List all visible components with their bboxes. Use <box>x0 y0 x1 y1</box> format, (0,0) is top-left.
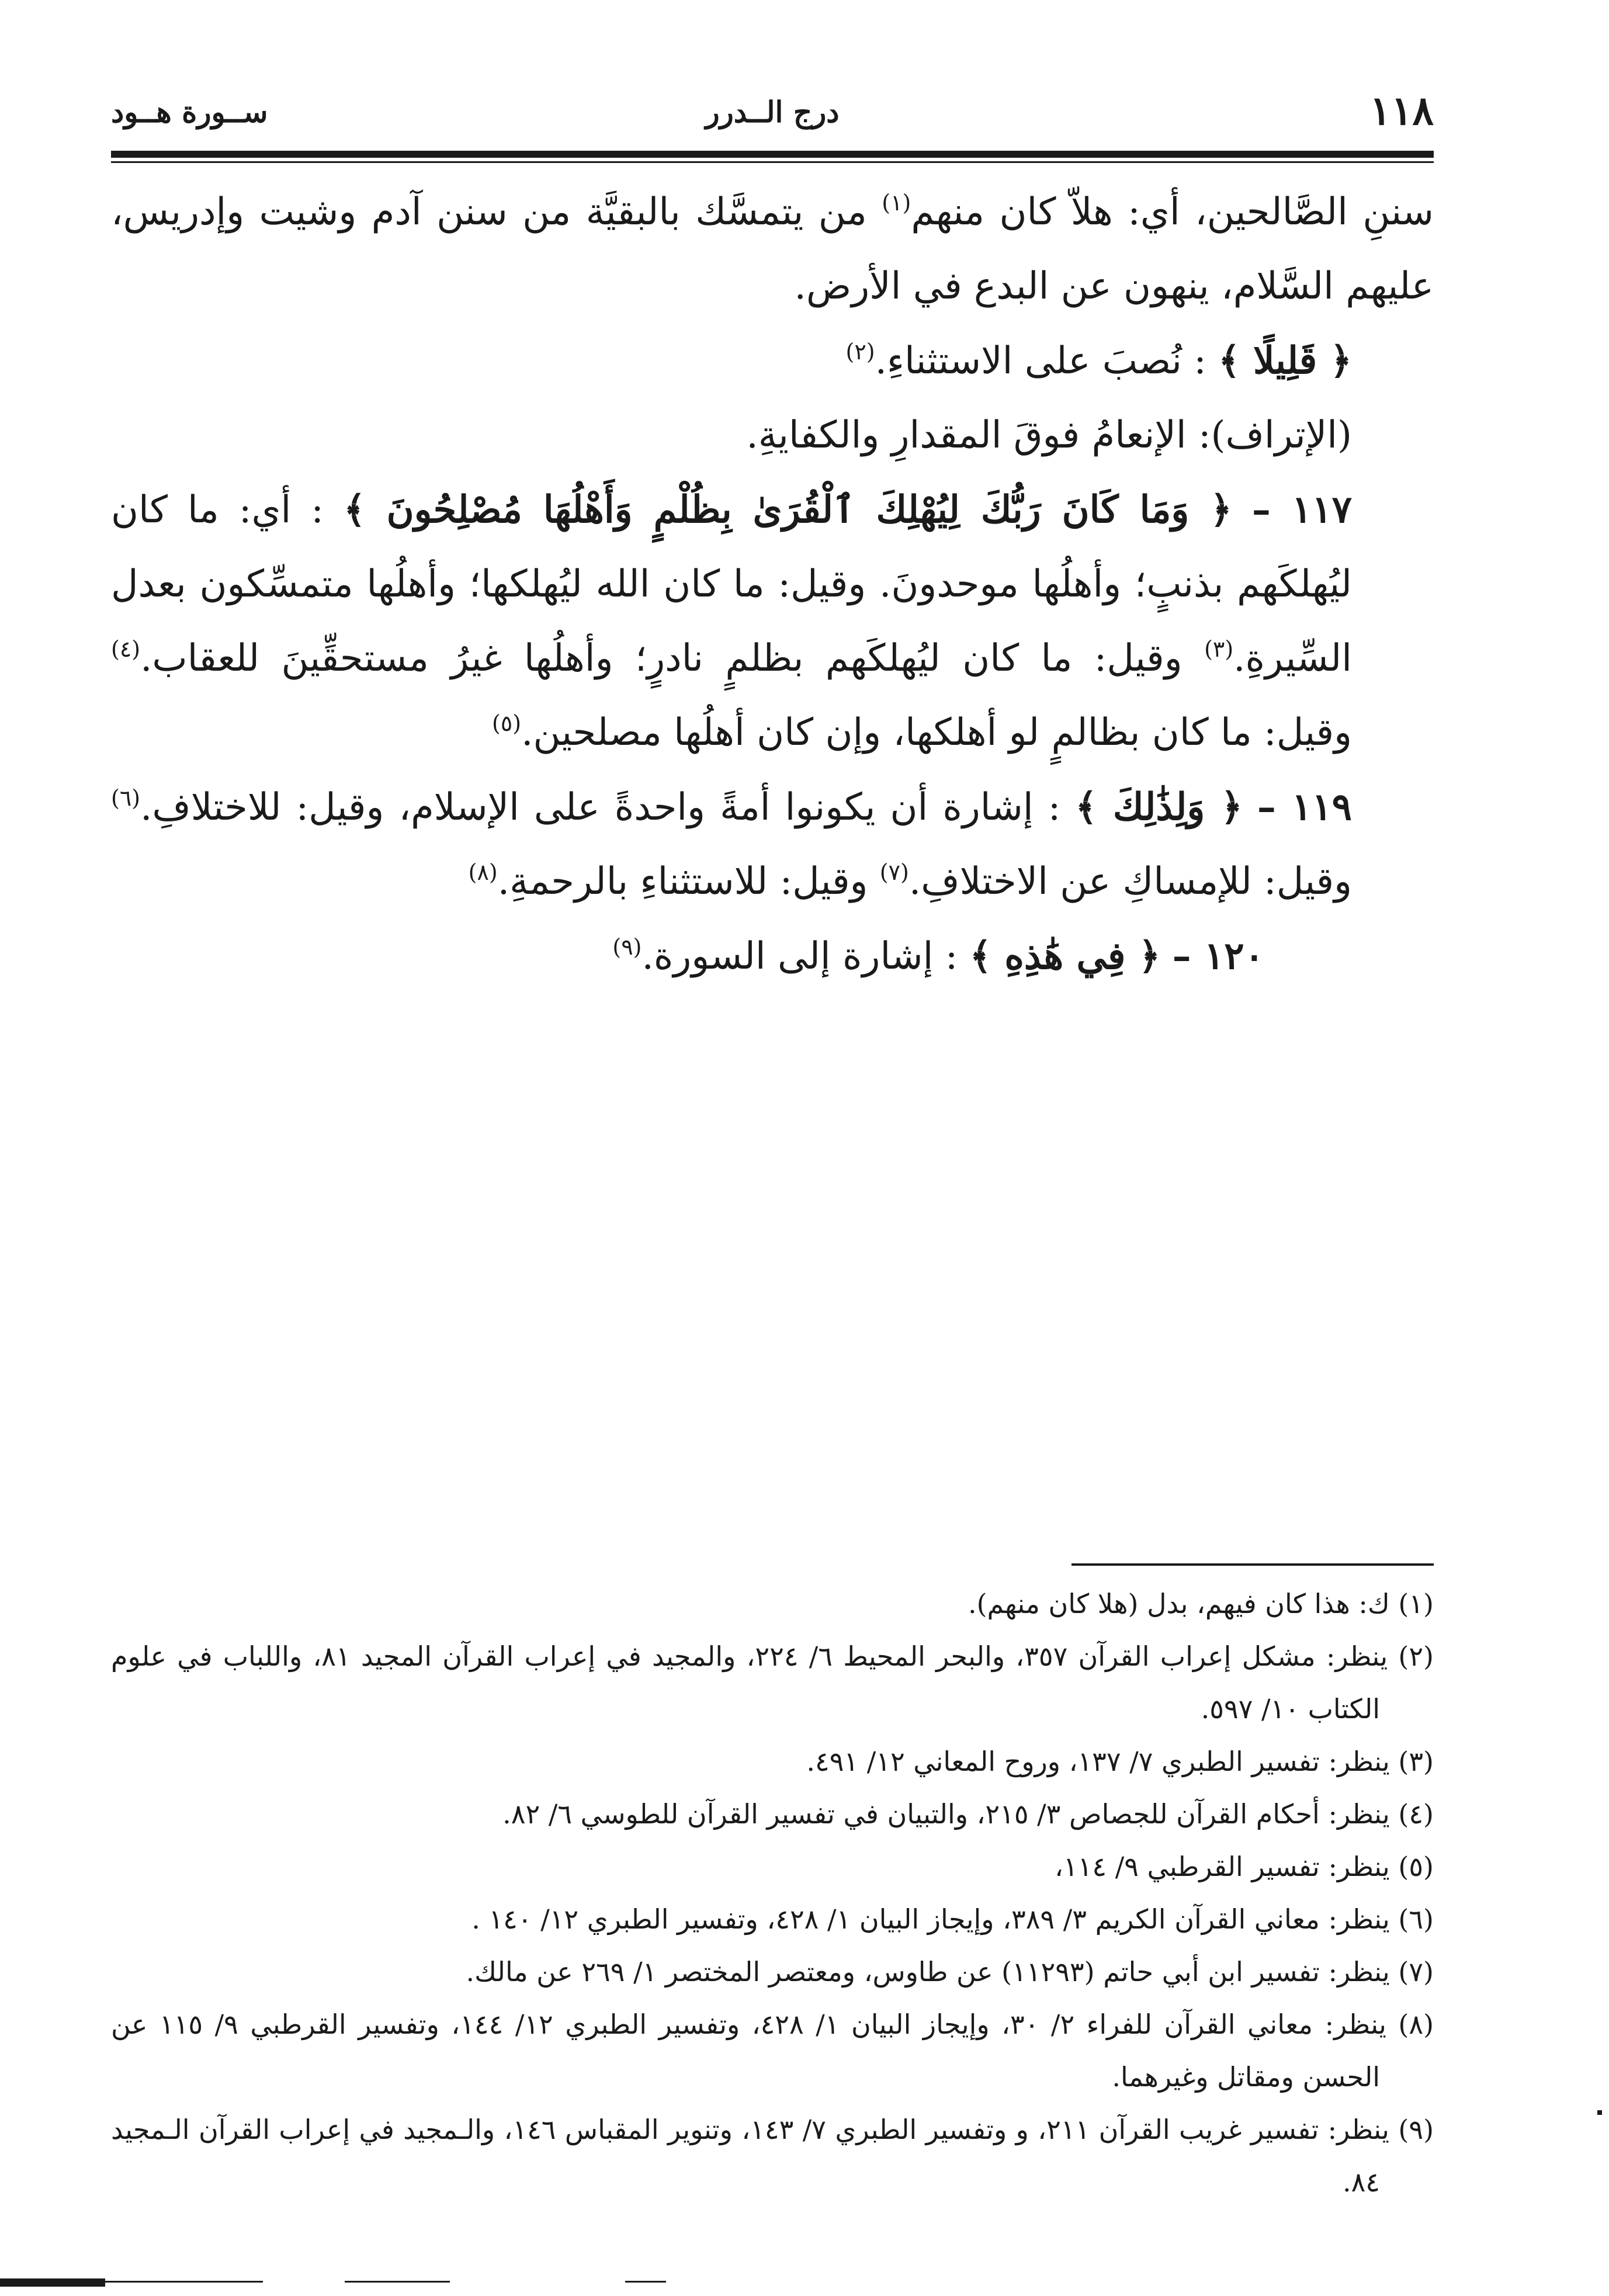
paragraph-1 <box>111 175 1434 324</box>
chapter-title: ســورة هــود <box>111 95 268 129</box>
text-run: وقيل: للاستثناءِ بالرحمةِ. <box>497 860 868 903</box>
header-rule-thick <box>111 151 1434 158</box>
footnote-item: (٦) ينظر: معاني القرآن الكريم ٣/ ٣٨٩، وإيجاز البيان ١/ ٤٢٨، وتفسير الطبري ١٢/ ١٤٠ . <box>471 1903 1434 1935</box>
footnote-separator <box>1071 1563 1434 1566</box>
footnote-item: (٤) ينظر: أحكام القرآن للجصاص ٣/ ٢١٥، والتبيان في تفسير القرآن للطوسي ٦/ ٨٢. <box>502 1798 1434 1830</box>
scan-artifact <box>1597 2110 1602 2115</box>
header-rule-thin <box>111 161 1434 163</box>
footnote-item: (٢) ينظر: مشكل إعراب القرآن ٣٥٧، والبحر المحيط ٦/ ٢٢٤، والمجيد في إعراب القرآن المجيد ٨١، واللباب في علوم الكتاب ١٠/ ٥٩٧. <box>111 1641 1434 1725</box>
footnote-ref: (٧) <box>879 859 909 885</box>
footnote-item: (٣) ينظر: تفسير الطبري ٧/ ١٣٧، وروح المعاني ١٢/ ٤٩١. <box>806 1746 1434 1777</box>
footnote-ref: (٣) <box>1204 636 1234 662</box>
footnote-ref: (٤) <box>111 636 141 662</box>
paragraph-5 <box>111 770 1434 919</box>
paragraph-6 <box>111 919 1434 994</box>
book-title: درج الــدرر <box>705 95 840 129</box>
paragraph-4 <box>111 473 1434 770</box>
text-run: من يتمسَّك بالبقيَّة من سنن آدم وشيت وإدريس، عليهم السَّلام، ينهون عن البدع في الأرض. <box>111 190 1434 308</box>
text-run: : أي: ما كان ليُهلكَهم بذنبٍ؛ وأهلُها موحدونَ. وقيل: ما كان الله ليُهلكها؛ وأهلُها متمسِّكون بعدل السِّيرةِ. <box>111 488 1353 680</box>
paragraph-2 <box>111 324 1434 398</box>
footnote-ref: (٥) <box>492 710 522 736</box>
quran-verse: ﴿ وَلِذَٰلِكَ ﴾ <box>1075 785 1243 829</box>
footnotes <box>111 1577 1434 2208</box>
footnote-ref: (٦) <box>111 785 141 811</box>
scan-artifact <box>105 2281 263 2283</box>
text-run: وقيل: ما كان ليُهلكَهم بظلمٍ نادرٍ؛ وأهلُها غيرُ مستحقِّينَ للعقاب. <box>140 637 1183 680</box>
main-text <box>111 175 1434 994</box>
quran-verse: ﴿ قَلِيلًا ﴾ <box>1218 339 1352 383</box>
running-header <box>111 88 1434 143</box>
footnote-item: (١) ك: هذا كان فيهم، بدل (هلا كان منهم). <box>968 1588 1434 1619</box>
footnote-ref: (٩) <box>612 934 642 960</box>
text-run: وقيل: ما كان بظالمٍ لو أهلكها، وإن كان أهلُها مصلحين. <box>521 711 1352 754</box>
verse-number: ١١٩ – <box>1257 785 1353 829</box>
verse-number: ١١٧ – <box>1251 488 1353 532</box>
text-run: (الإتراف): الإنعامُ فوقَ المقدارِ والكفايةِ. <box>746 414 1352 457</box>
footnote-ref: (٨) <box>468 859 498 885</box>
scan-artifact <box>345 2281 450 2283</box>
text-run: وقيل: للإمساكِ عن الاختلافِ. <box>908 860 1352 903</box>
text-run: سننِ الصَّالحين، أي: هلاّ كان منهم <box>911 190 1434 234</box>
page-number: ١١٨ <box>1369 88 1434 134</box>
footnote-ref: (٢) <box>845 339 875 365</box>
paragraph-3 <box>111 398 1434 473</box>
text-run: : إشارة إلى السورة. <box>641 935 958 978</box>
footnote-item: (٩) ينظر: تفسير غريب القرآن ٢١١، و وتفسير الطبري ٧/ ١٤٣، وتنوير المقباس ١٤٦، والـمجيد في إعراب القرآن الـمجيد ٨٤. <box>111 2114 1434 2198</box>
footnote-item: (٨) ينظر: معاني القرآن للفراء ٢/ ٣٠، وإيجاز البيان ١/ ٤٢٨، وتفسير الطبري ١٢/ ١٤٤، وتفسير القرطبي ٩/ ١١٥ عن الحسن ومقاتل وغيرهما. <box>111 2009 1434 2093</box>
footnote-ref: (١) <box>882 190 911 216</box>
quran-verse: ﴿ فِي هَٰذِهِ ﴾ <box>969 934 1161 978</box>
quran-verse: ﴿ وَمَا كَانَ رَبُّكَ لِيُهْلِكَ ٱلْقُرَىٰ بِظُلْمٍ وَأَهْلُهَا مُصْلِحُونَ ﴾ <box>344 488 1232 532</box>
scan-artifact <box>0 2278 105 2287</box>
text-run: : نُصبَ على الاستثناءِ. <box>875 339 1206 383</box>
text-run: : إشارة أن يكونوا أمةً واحدةً على الإسلام، وقيل: للاختلافِ. <box>140 786 1061 829</box>
footnote-item: (٧) ينظر: تفسير ابن أبي حاتم (١١٢٩٣) عن طاوس، ومعتصر المختصر ١/ ٢٦٩ عن مالك. <box>466 1956 1434 1988</box>
verse-number: ١٢٠ – <box>1172 934 1264 978</box>
footnote-item: (٥) ينظر: تفسير القرطبي ٩/ ١١٤، <box>1055 1851 1434 1882</box>
scan-artifact <box>625 2281 666 2283</box>
